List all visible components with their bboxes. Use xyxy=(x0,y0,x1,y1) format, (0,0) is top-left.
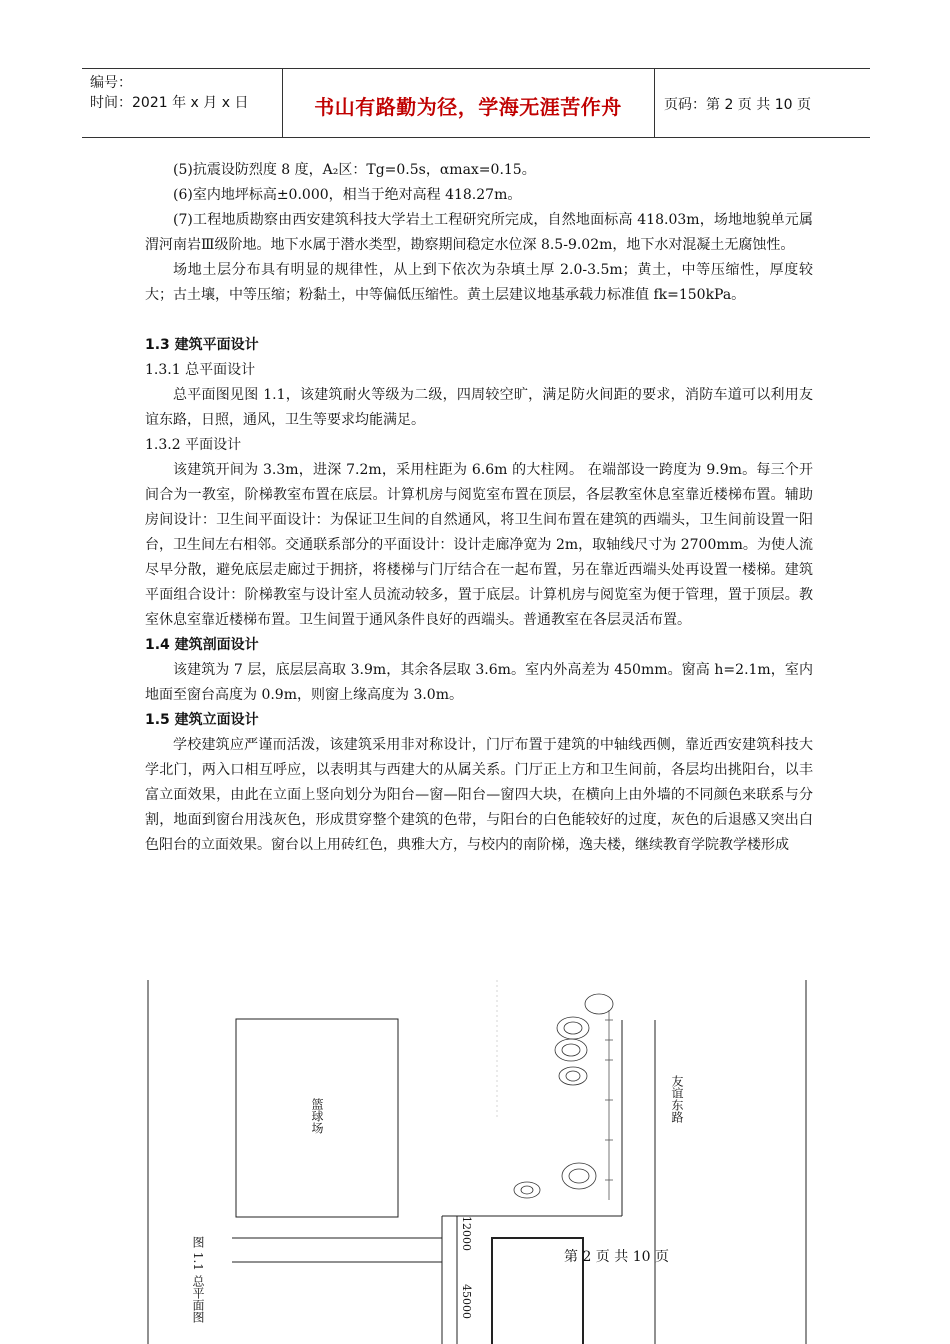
document-body xyxy=(145,158,813,858)
header-page-number: 页码：第 2 页 共 10 页 xyxy=(664,97,811,113)
header-divider xyxy=(654,69,655,137)
header-motto: 书山有路勤为径，学海无涯苦作舟 xyxy=(314,95,622,119)
trees xyxy=(514,994,613,1198)
paragraph-geology: (7)工程地质勘察由西安建筑科技大学岩土工程研究所完成，自然地面标高 418.03m，场地地貌单元属渭河南岩Ⅲ级阶地。地下水属于潜水类型，勘察期间稳定水位深 8.5-9.02m，地下水对混凝土无腐蚀性。 xyxy=(145,212,813,253)
paragraph-floor-plan: 该建筑开间为 3.3m，进深 7.2m，采用柱距为 6.6m 的大柱网。 在端部设一跨度为 9.9m。每三个开间合为一教室，阶梯教室布置在底层。计算机房与阅览室布置在顶层，各层教室休息室靠近楼梯布置。辅助房间设计：卫生间平面设计：为保证卫生间的自然通风，将卫生间布置在建筑的西端头，卫生间前设置一阳台，卫生间左右相邻。交通联系部分的平面设计：设计走廊净宽为 2m，取轴线尺寸为 2700mm。为使人流尽早分散，避免底层走廊过于拥挤，将楼梯与门厅结合在一起布置，另在靠近西端头处再设置一楼梯。建筑平面组合设计：阶梯教室与设计室人员流动较多，置于底层。计算机房与阅览室为便于管理，置于顶层。教室休息室靠近楼梯布置。卫生间置于通风条件良好的西端头。普通教室在各层灵活布置。 xyxy=(145,462,813,628)
page-footer: 第 2 页 共 10 页 xyxy=(564,1249,669,1265)
paragraph-soil-layers: 场地土层分布具有明显的规律性，从上到下依次为杂填土厚 2.0-3.5m；黄土，中等压缩性，厚度较大；古土壤，中等压缩；粉黏土，中等偏低压缩性。黄土层建议地基承载力标准值 fk=150kPa。 xyxy=(145,262,813,303)
date-label: 时间：2021 年 x 月 x 日 xyxy=(90,95,249,111)
section-heading-elevation-design: 1.5 建筑立面设计 xyxy=(145,712,259,728)
site-plan-drawing xyxy=(147,980,807,1344)
subsection-heading-site-plan: 1.3.1 总平面设计 xyxy=(145,362,256,378)
paragraph-site-plan: 总平面图见图 1.1，该建筑耐火等级为二级，四周较空旷，满足防火间距的要求，消防车道可以利用友谊东路，日照，通风，卫生等要求均能满足。 xyxy=(145,387,813,428)
section-heading-section-design: 1.4 建筑剖面设计 xyxy=(145,637,259,653)
site-plan-figure xyxy=(147,980,807,1344)
road-label: 友谊东路 xyxy=(670,1075,684,1123)
paragraph-seismic: (5)抗震设防烈度 8 度，A₂区：Tg=0.5s，αmax=0.15。 xyxy=(173,162,536,178)
paragraph-floor-level: (6)室内地坪标高±0.000，相当于绝对高程 418.27m。 xyxy=(173,187,522,203)
serial-label: 编号： xyxy=(90,75,132,91)
section-heading-plan-design: 1.3 建筑平面设计 xyxy=(145,337,259,353)
subsection-heading-floor-plan: 1.3.2 平面设计 xyxy=(145,437,242,453)
paragraph-elevation-design: 学校建筑应严谨而活泼，该建筑采用非对称设计，门厅布置于建筑的中轴线西侧，靠近西安建筑科技大学北门，两入口相互呼应，以表明其与西建大的从属关系。门厅正上方和卫生间前，各层均出挑阳台，以丰富立面效果，由此在立面上竖向划分为阳台—窗—阳台—窗四大块，在横向上由外墙的不同颜色来联系与分割，地面到窗台用浅灰色，形成贯穿整个建筑的色带，与阳台的白色能较好的过度，灰色的后退感又突出白色阳台的立面效果。窗台以上用砖红色，典雅大方，与校内的南阶梯，逸夫楼，继续教育学院教学楼形成 xyxy=(145,737,813,853)
dimension-12000: 12000 xyxy=(460,1216,473,1251)
court-label: 篮球场 xyxy=(310,1098,324,1134)
page-header xyxy=(82,68,870,138)
hedge-marks xyxy=(605,1010,613,1200)
figure-caption: 图 1.1 总平面图 xyxy=(191,1236,205,1323)
header-meta xyxy=(90,73,248,113)
dimension-45000: 45000 xyxy=(460,1284,473,1319)
paragraph-section-design: 该建筑为 7 层，底层层高取 3.9m，其余各层取 3.6m。室内外高差为 450mm。窗高 h=2.1m，室内地面至窗台高度为 0.9m，则窗上缘高度为 3.0m。 xyxy=(145,662,813,703)
